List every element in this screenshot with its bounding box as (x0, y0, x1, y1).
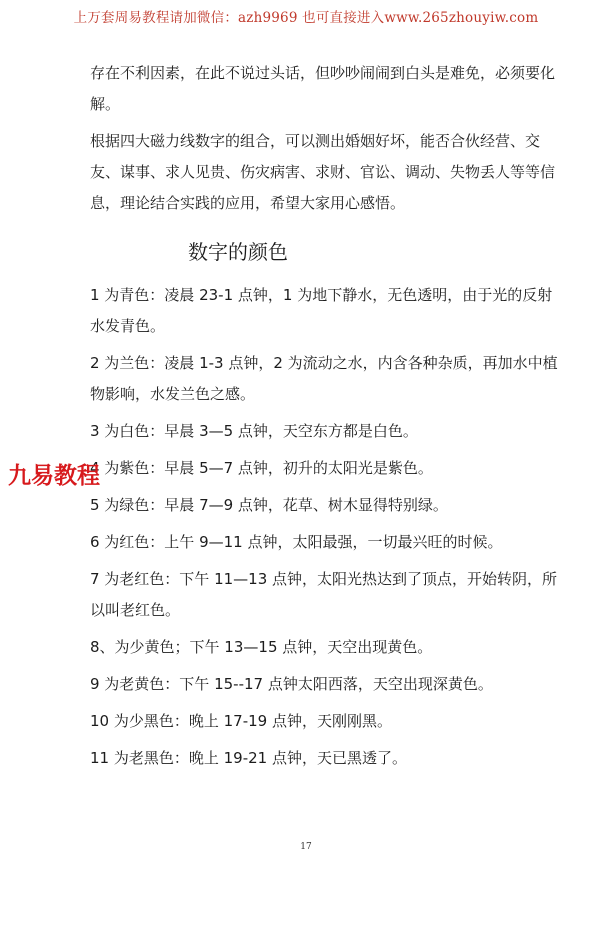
color-item-3: 3 为白色：早晨 3—5 点钟，天空东方都是白色。 (90, 422, 418, 440)
color-item-9: 9 为老黄色：下午 15--17 点钟太阳西落，天空出现深黄色。 (90, 675, 493, 693)
page-number: 17 (300, 842, 312, 852)
color-item-10: 10 为少黑色：晚上 17-19 点钟，天刚刚黑。 (90, 712, 392, 730)
color-list (90, 280, 560, 780)
color-item-2: 2 为兰色：凌晨 1-3 点钟，2 为流动之水，内含各种杂质，再加水中植物影响，水发兰色之感。 (90, 354, 558, 403)
intro-paragraph-2: 根据四大磁力线数字的组合，可以测出婚姻好坏，能否合伙经营、交友、谋事、求人见贵、伤灾病害、求财、官讼、调动、失物丢人等等信息，理论结合实践的应用，希望大家用心感悟。 (90, 132, 556, 212)
watermark-stamp: 九易教程 (8, 463, 100, 489)
color-item-7: 7 为老红色：下午 11—13 点钟，太阳光热达到了顶点，开始转阴，所以叫老红色。 (90, 570, 558, 619)
color-item-8: 8、为少黄色；下午 13—15 点钟，天空出现黄色。 (90, 638, 433, 656)
color-item-5: 5 为绿色：早晨 7—9 点钟，花草、树木显得特别绿。 (90, 496, 448, 514)
color-item-6: 6 为红色：上午 9—11 点钟，太阳最强，一切最兴旺的时候。 (90, 533, 503, 551)
color-item-1: 1 为青色：凌晨 23-1 点钟，1 为地下静水，无色透明，由于光的反射水发青色。 (90, 286, 553, 335)
color-item-4: 4 为紫色：早晨 5—7 点钟，初升的太阳光是紫色。 (90, 459, 433, 477)
intro-block (90, 58, 560, 219)
color-item-11: 11 为老黑色：晚上 19-21 点钟，天已黑透了。 (90, 749, 407, 767)
section-title: 数字的颜色 (188, 240, 288, 264)
intro-paragraph-1: 存在不利因素，在此不说过头话，但吵吵闹闹到白头是难免，必须要化解。 (90, 64, 556, 113)
header-banner: 上万套周易教程请加微信：azh9969 也可直接进入www.265zhouyiw.com (73, 10, 539, 26)
